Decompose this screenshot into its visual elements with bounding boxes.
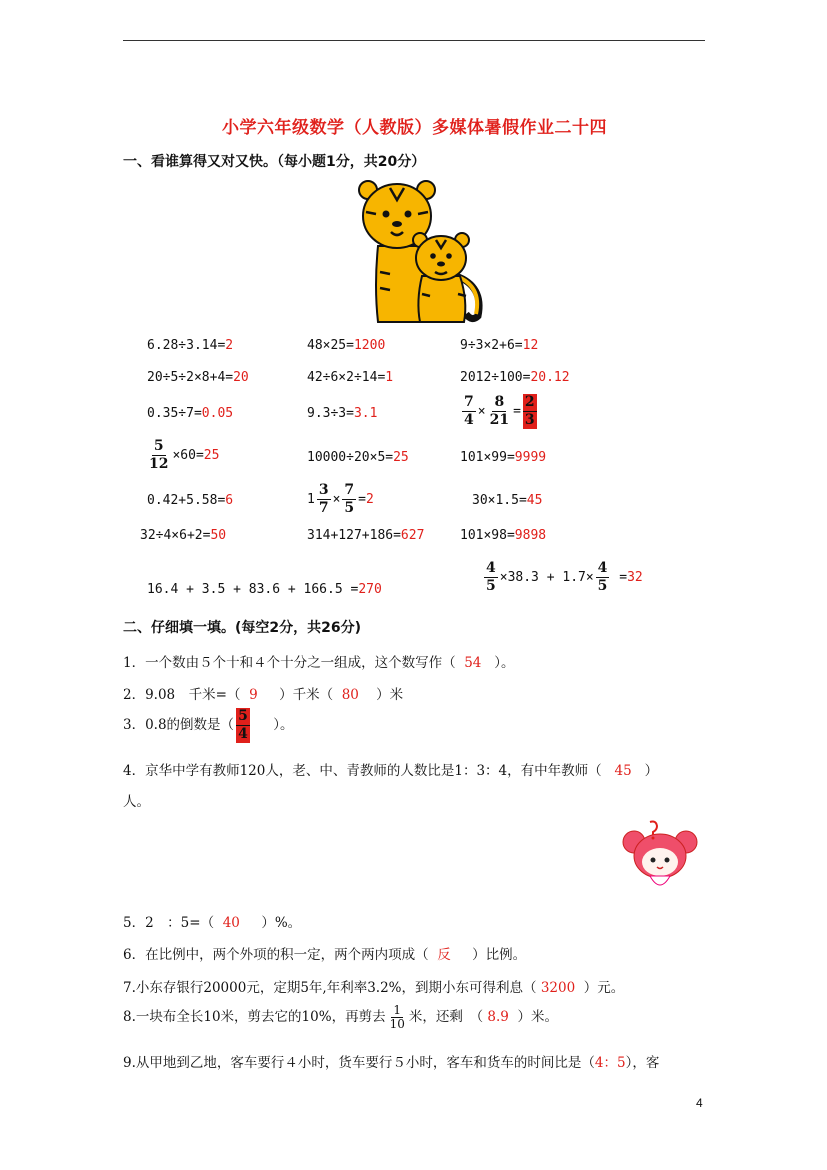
calc-r2-a: 20÷5÷2×8+4=20 [147,370,249,385]
fraction: $\frac{7}{5}$ [344,482,355,516]
answer-fraction: $\frac{2}{3}$ [524,394,535,428]
fraction: $\frac{7}{4}$ [464,394,474,428]
question-9: 9.从甲地到乙地，客车要行４小时，货车要行５小时，客车和货车的时间比是（4：5），客 [123,1055,660,1071]
section2-heading: 二、仔细填一填。(每空2分，共26分) [123,620,362,636]
page-number: 4 [696,1096,703,1110]
question-3: 3．0.8的倒数是（ $\frac{5}{4}$ ）。 [123,708,294,742]
calc-r3-c: $\frac{7}{4}$ × $\frac{8}{21}$ = $\frac{2}{3}$ [464,394,535,428]
fraction: $\frac{4}{5}$ [486,560,496,594]
question-6: 6．在比例中，两个外项的积一定，两个两内项成（ 反 ）比例。 [123,947,527,963]
section1-heading: 一、看谁算得又对又快。（每小题1分，共20分） [123,154,426,170]
calc-r5-a: 0.42+5.58=6 [147,493,234,508]
question-4: 4．京华中学有教师120人，老、中、青教师的人数比是1：3：4，有中年教师（ 45 ） [123,763,659,779]
calc-r3-b: 9.3÷3=3.1 [307,406,378,421]
calc-r7-a: 16.4 + 3.5 + 83.6 + 166.5 =270 [147,582,382,597]
calc-r5-b: 1 $\frac{3}{7}$ × $\frac{7}{5}$ =2 [307,482,374,516]
calc-r5-c: 30×1.5=45 [472,493,543,508]
header-rule [123,40,705,41]
calc-r7-b: $\frac{4}{5}$ ×38.3 + 1.7× $\frac{4}{5}$ =32 [486,560,643,594]
tiger-illustration [356,176,486,326]
question-4-line2: 人。 [123,794,150,810]
question-5: 5．2 ：5=（ 40 ）%。 [123,915,302,931]
calc-r1-a: 6.28÷3.14=2 [147,338,234,353]
question-7: 7.小东存银行20000元，定期5年,年利率3.2%，到期小东可得利息（ 3200 ）元。 [123,980,625,996]
question-2: 2．9.08 千米=（ 9 ）千米（ 80 ）米 [123,687,404,703]
fraction: $\frac{5}{12}$ [149,438,169,472]
calc-r6-c: 101×98=9898 [460,528,547,543]
calc-r3-a: 0.35÷7=0.05 [147,406,234,421]
calc-r4-c: 101×99=9999 [460,450,547,465]
answer-fraction: $\frac{5}{4}$ [238,708,248,742]
calc-r4-b: 10000÷20×5=25 [307,450,409,465]
calc-r6-b: 314+127+186=627 [307,528,425,543]
calc-r4-a: $\frac{5}{12}$ ×60=25 [149,438,220,472]
question-8: 8.一块布全长10米，剪去它的10%，再剪去 $\frac{1}{10}$ 米，还剩 （ 8.9 ）米。 [123,1003,558,1031]
calc-r2-c: 2012÷100=20.12 [460,370,570,385]
fraction: $\frac{4}{5}$ [597,560,608,594]
calc-r1-b: 48×25=1200 [307,338,386,353]
fraction: $\frac{1}{10}$ [389,1003,405,1031]
page-title: 小学六年级数学（人教版）多媒体暑假作业二十四 [222,118,607,138]
calc-r1-c: 9÷3×2+6=12 [460,338,539,353]
fraction: $\frac{8}{21}$ [489,394,510,428]
fraction: $\frac{3}{7}$ [318,482,329,516]
calc-r2-b: 42÷6×2÷14=1 [307,370,394,385]
question-1: 1．一个数由５个十和４个十分之一组成，这个数写作（ 54 ）。 [123,655,515,671]
cartoon-girl-illustration [620,820,700,896]
calc-r6-a: 32÷4×6+2=50 [140,528,227,543]
